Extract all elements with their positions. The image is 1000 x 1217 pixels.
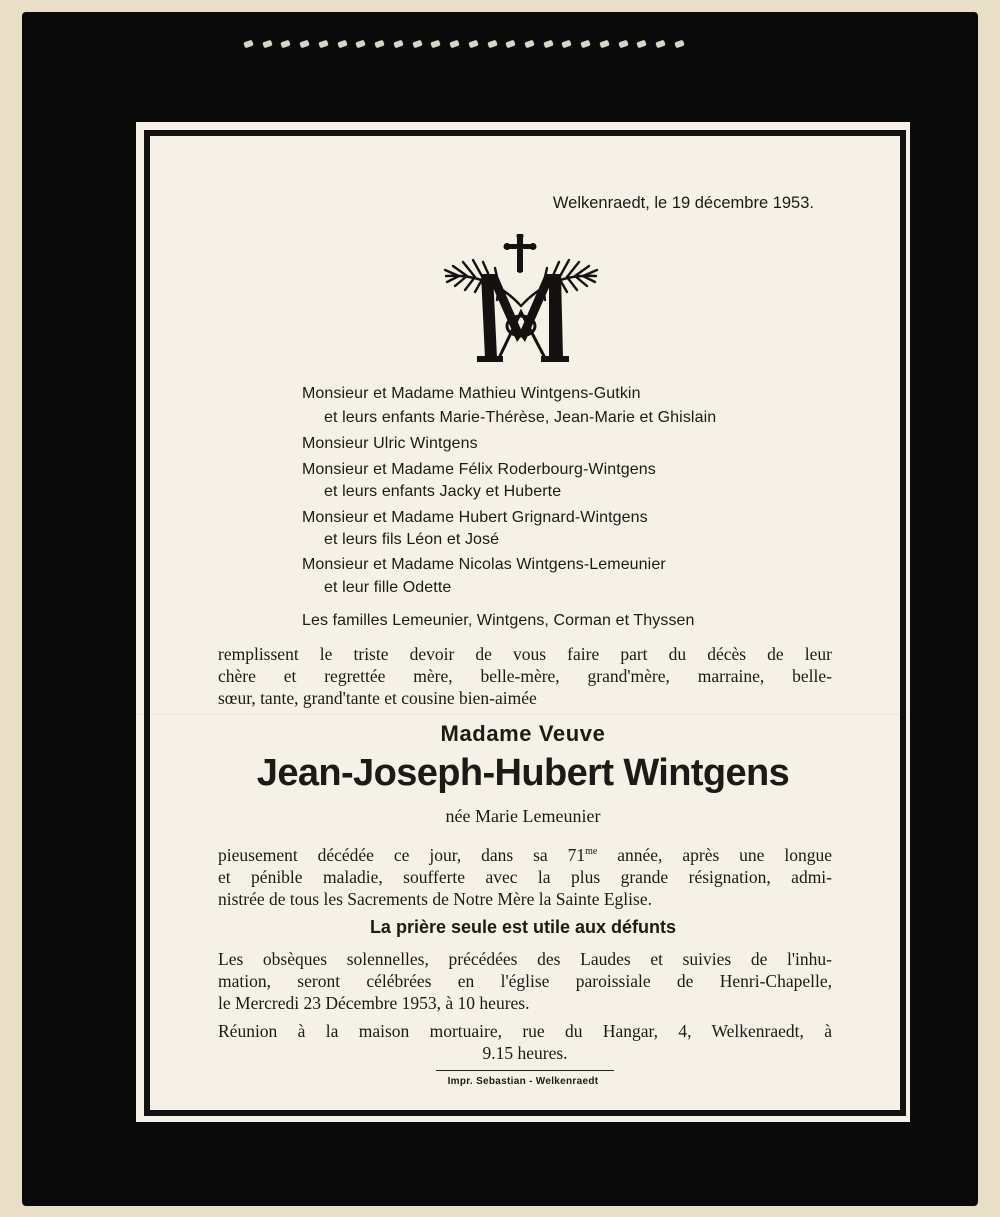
mourner-line: Les familles Lemeunier, Wintgens, Corman et Thyssen — [302, 612, 695, 629]
death-line: pieusement décédée ce jour, dans sa $71^{me}$ année, après une longue — [218, 844, 832, 865]
announcement-line: sœur, tante, grand'tante et cousine bien-aimée — [218, 688, 537, 708]
mourner-line: et leurs fils Léon et José — [324, 531, 500, 548]
meeting-paragraph — [218, 1020, 832, 1064]
announcement-line: chère et regrettée mère, belle-mère, grand'mère, marraine, belle- — [218, 666, 832, 686]
meeting-line: Réunion à la maison mortuaire, rue du Hangar, 4, Welkenraedt, à — [218, 1021, 832, 1041]
notice-card — [136, 122, 910, 1122]
deceased-title: Madame Veuve — [440, 721, 606, 746]
mourner-line: et leur fille Odette — [324, 579, 452, 596]
mourner-line: et leurs enfants Jacky et Huberte — [324, 483, 562, 500]
printer-rule — [436, 1070, 614, 1071]
death-paragraph — [218, 841, 832, 910]
mourner-line: Monsieur et Madame Nicolas Wintgens-Lemeunier — [302, 556, 666, 573]
funeral-line: Les obsèques solennelles, précédées des Laudes et suivies de l'inhu- — [218, 949, 832, 969]
mourner-line: et leurs enfants Marie-Thérèse, Jean-Marie et Ghislain — [324, 409, 717, 426]
mourner-line: Monsieur et Madame Mathieu Wintgens-Gutkin — [302, 385, 641, 402]
death-line: nistrée de tous les Sacrements de Notre Mère la Sainte Eglise. — [218, 888, 652, 909]
fold-line — [136, 714, 910, 715]
deceased-birth-name: née Marie Lemeunier — [445, 806, 601, 826]
death-line: et pénible maladie, soufferte avec la plus grande résignation, admi- — [218, 866, 832, 887]
funeral-line: le Mercredi 23 Décembre 1953, à 10 heures. — [218, 993, 530, 1013]
mourning-border — [22, 12, 978, 1206]
funeral-line: mation, seront célébrées en l'église paroissiale de Henri-Chapelle, — [218, 971, 832, 991]
deceased-name: Jean-Joseph-Hubert Wintgens — [256, 752, 790, 794]
funeral-paragraph — [218, 948, 832, 1014]
perforation-holes — [244, 38, 684, 50]
mourner-line: Monsieur Ulric Wintgens — [302, 435, 478, 452]
mourner-line: Monsieur et Madame Hubert Grignard-Wintgens — [302, 509, 648, 526]
prayer-line: La prière seule est utile aux défunts — [369, 917, 677, 937]
date-line: Welkenraedt, le 19 décembre 1953. — [552, 194, 814, 212]
meeting-line: 9.15 heures. — [482, 1043, 568, 1063]
printer-credit: Impr. Sebastian - Welkenraedt — [447, 1076, 599, 1087]
announcement-paragraph — [218, 643, 832, 709]
mourner-line: Monsieur et Madame Félix Roderbourg-Wintgens — [302, 461, 656, 478]
cross-and-monogram-with-palms-icon — [441, 234, 601, 366]
announcement-line: remplissent le triste devoir de vous faire part du décès de leur — [218, 644, 832, 664]
